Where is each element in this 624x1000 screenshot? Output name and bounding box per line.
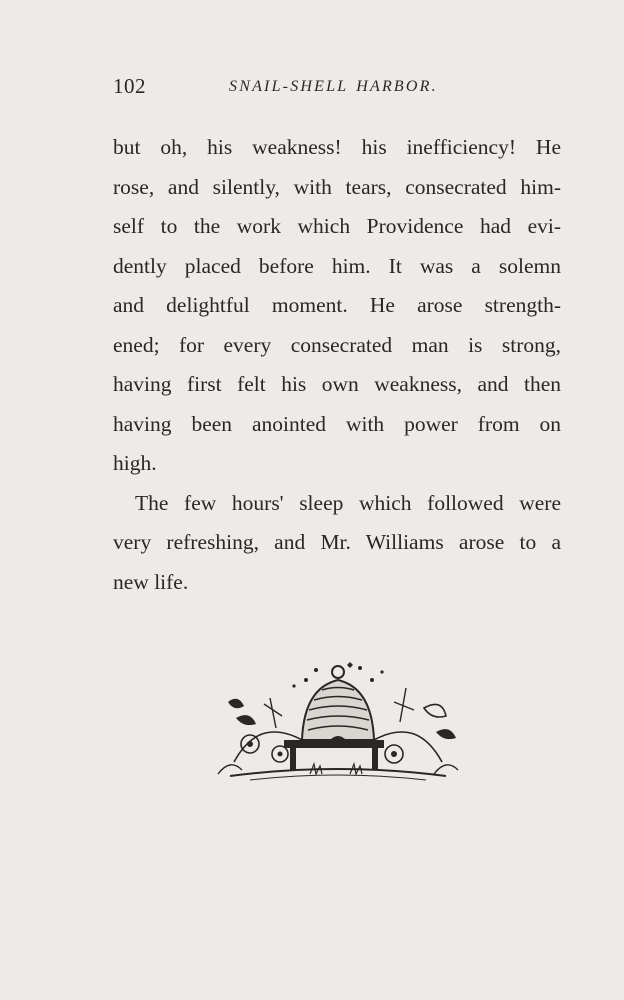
paragraph-2 [113,484,561,603]
text-line: high. [113,451,157,475]
text-line: dently placed before him. It was a solemn [113,253,561,278]
text-line: having first felt his own weakness, and then [113,372,561,396]
text-line: rose, and silently, with tears, consecrated him- [113,174,561,199]
text-line: but oh, his weakness! his inefficiency! He [113,135,561,159]
text-line: having been anointed with power from on [113,411,561,436]
text-line: self to the work which Providence had evi- [113,214,561,238]
paragraph-1 [113,128,561,484]
running-header [113,74,561,104]
beehive-floral-vignette-icon [210,658,466,790]
body-text [113,128,561,602]
page-number: 102 [113,74,146,98]
text-line: new life. [113,569,189,594]
text-line: and delightful moment. He arose strength- [113,293,561,317]
text-line: very refreshing, and Mr. Williams arose to a [113,530,561,554]
text-line: The few hours' sleep which followed were [135,490,561,515]
text-line: ened; for every consecrated man is strong, [113,332,561,357]
running-title: SNAIL-SHELL HARBOR. [229,78,438,95]
